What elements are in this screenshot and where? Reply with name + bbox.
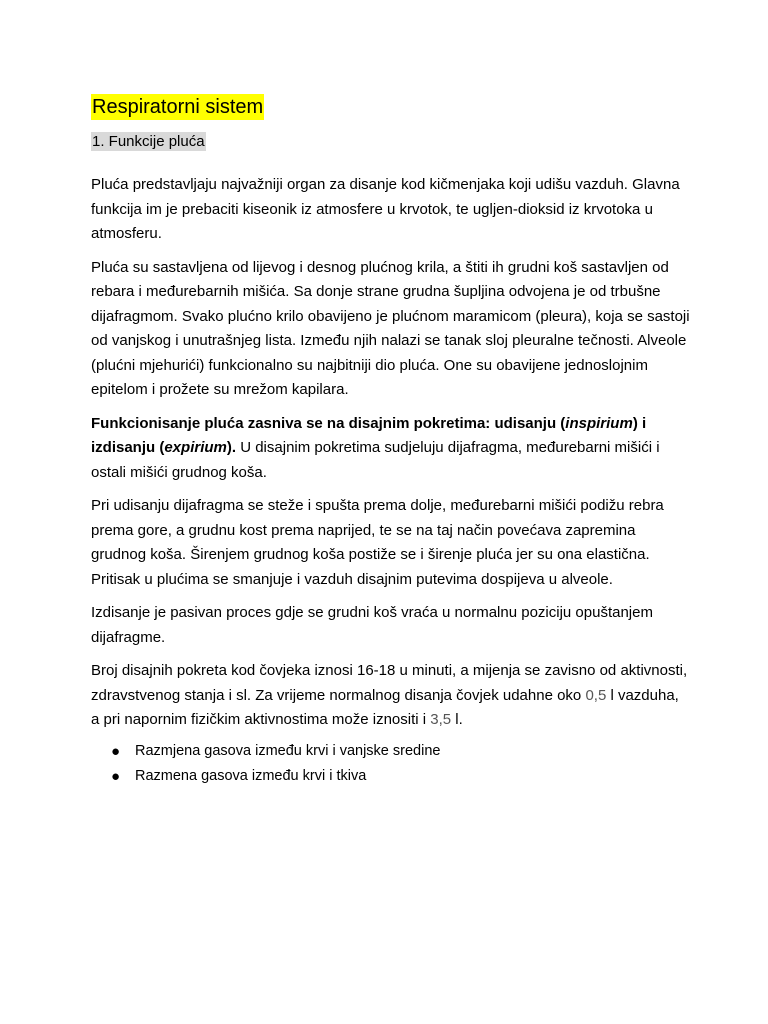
paragraph-2: Pluća su sastavljena od lijevog i desnog plućnog krila, a štiti ih grudni koš sastavljen od rebara i međurebarnih mišića. Sa donje strane grudna šupljina odvojena je od trbušne dijafragmom. Svako plućno krilo obavijeno je plućnom maramicom (pleura), koja se sastoji od vanjskog i unutrašnjeg lista. Između njih nalazi se tanak sloj pleuralne tečnosti. Alveole (plućni mjehurići) funkcionalno su najbitniji dio pluća. One su obavijene jednoslojnim epitelom i prožete su mrežom kapilara. bbox=[91, 258, 690, 399]
paragraph-6-number-2: 3,5 bbox=[430, 711, 452, 729]
list-item-text: Razmena gasova između krvi i tkiva bbox=[135, 767, 367, 784]
section-heading-wrap bbox=[91, 120, 691, 163]
paragraph-4: Pri udisanju dijafragma se steže i spušta prema dolje, međurebarni mišići podižu rebra prema gore, a grudnu kost prema naprijed, te se na taj način povećava zapremina grudnog koša. Širenjem grudnog koša postiže se i širenje pluća jer su ona elastična. Pritisak u plućima se smanjuje i vazduh disajnim putevima dospijeva u alveole. bbox=[91, 497, 664, 588]
paragraph-6 bbox=[91, 659, 691, 733]
document-page bbox=[91, 94, 691, 789]
paragraph-3-bold-end: ). bbox=[226, 439, 237, 457]
bullet-list bbox=[91, 739, 691, 789]
list-item bbox=[91, 739, 691, 764]
list-item-text: Razmjena gasova između krvi i vanjske sredine bbox=[135, 742, 441, 759]
bullet-icon: ● bbox=[111, 742, 121, 760]
paragraph-6-number-1: 0,5 bbox=[585, 686, 607, 704]
title-wrap bbox=[91, 94, 691, 120]
paragraph-3-bold-mid: ) i izdisanju ( bbox=[91, 414, 647, 457]
paragraph-1: Pluća predstavljaju najvažniji organ za disanje kod kičmenjaka koji udišu vazduh. Glavna funkcija im je prebaciti kiseonik iz atmosfere u krvotok, te ugljen-dioksid iz krvotoka u atmosferu. bbox=[91, 176, 680, 243]
paragraph-3-bold-start: Funkcionisanje pluća zasniva se na disajnim pokretima: udisanju ( bbox=[91, 414, 566, 432]
paragraph-3 bbox=[91, 412, 691, 486]
bullet-icon: ● bbox=[111, 767, 121, 785]
list-item bbox=[91, 764, 691, 789]
section-heading: 1. Funkcije pluća bbox=[92, 133, 205, 150]
paragraph-6-part-2: l vazduha, a pri napornim fizičkim aktivnostima može iznositi i bbox=[91, 686, 679, 729]
paragraph-3-italic-2: expirium bbox=[164, 439, 227, 457]
paragraph-6-part-3: l. bbox=[451, 711, 463, 729]
paragraph-3-italic-1: inspirium bbox=[565, 414, 633, 432]
page-title: Respiratorni sistem bbox=[92, 96, 264, 118]
paragraph-6-part-1: Broj disajnih pokreta kod čovjeka iznosi 16-18 u minuti, a mijenja se zavisno od aktivnosti, zdravstvenog stanja i sl. Za vrijeme normalnog disanja čovjek udahne oko bbox=[91, 662, 688, 704]
paragraph-5: Izdisanje je pasivan proces gdje se grudni koš vraća u normalnu poziciju opuštanjem dijafragme. bbox=[91, 604, 653, 646]
paragraph-3-rest: U disajnim pokretima sudjeluju dijafragma, međurebarni mišići i ostali mišići grudnog koša. bbox=[91, 439, 660, 481]
